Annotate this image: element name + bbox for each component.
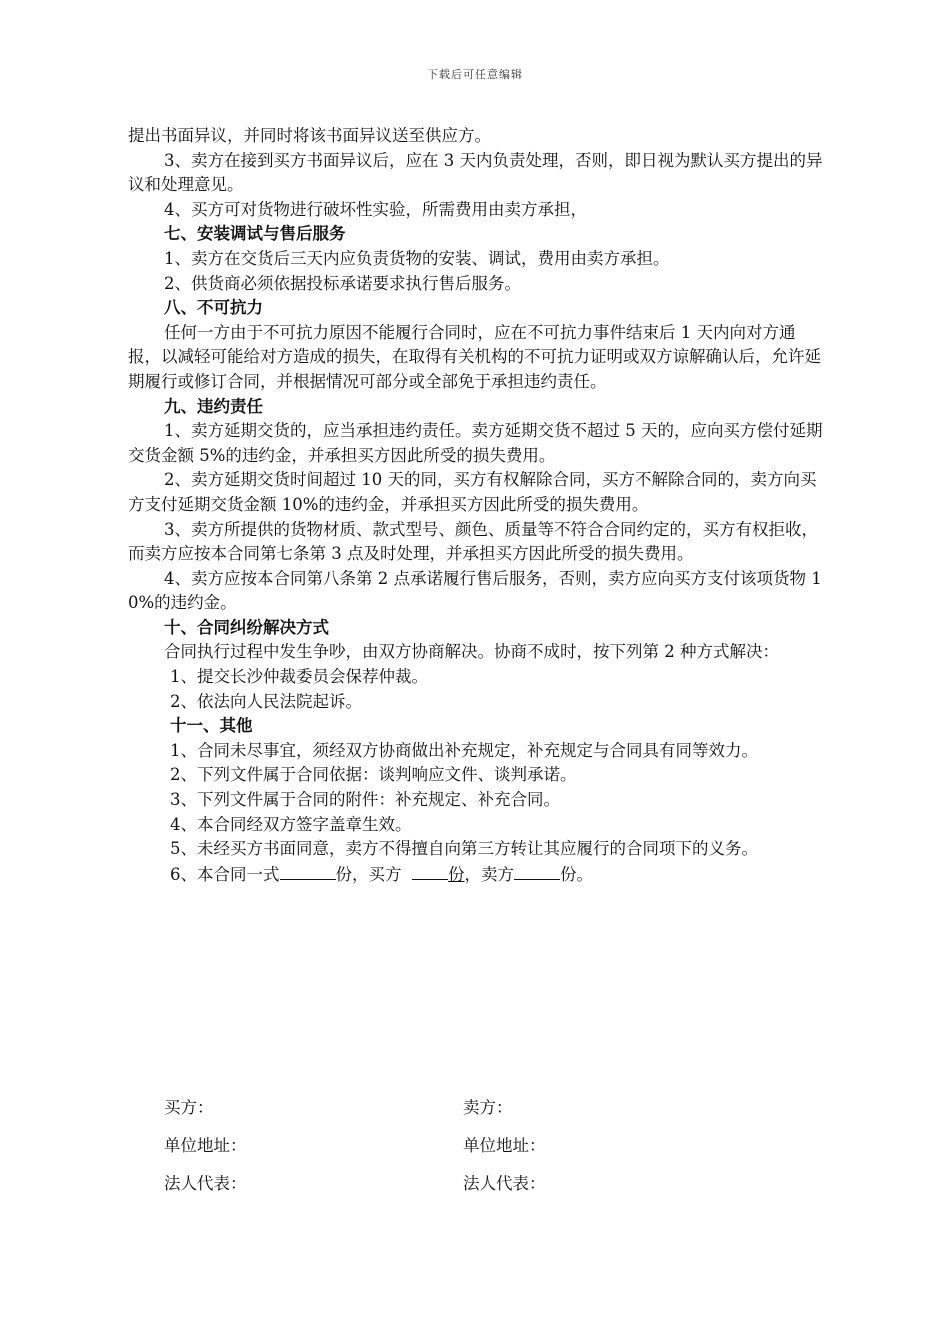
section-heading-8: 八、不可抗力 [164,298,263,318]
copies-text-d: ，卖方 [464,864,514,884]
paragraph: 4、本合同经双方签字盖章生效。 [170,814,412,834]
copies-text-c: 份 [448,864,465,884]
copies-text-a: 6、本合同一式 [170,864,280,884]
paragraph: 2、下列文件属于合同依据：谈判响应文件、谈判承诺。 [170,765,577,785]
seller-label: 卖方： [463,1098,513,1117]
paragraph: 任何一方由于不可抗力原因不能履行合同时，应在不可抗力事件结束后 1 天内向对方通报，以减轻可能给对方造成的损失，在取得有关机构的不可抗力证明或双方谅解确认后，允许延期履行或修订合同，并根据情况可部分或全部免于承担违约责任。 [128,322,821,391]
paragraph: 1、合同未尽事宜，须经双方协商做出补充规定，补充规定与合同具有同等效力。 [170,740,758,760]
copies-clause [128,862,828,888]
paragraph: 提出书面异议，并同时将该书面异议送至供应方。 [128,126,491,145]
paragraph: 3、卖方在接到买方书面异议后，应在 3 天内负责处理，否则，即日视为默认买方提出的异议和处理意见。 [128,150,823,195]
seller-copies-blank[interactable] [514,862,560,880]
copies-total-blank[interactable] [280,862,336,880]
paragraph: 2、供货商必须依据投标承诺要求执行售后服务。 [164,273,521,293]
paragraph: 1、提交长沙仲裁委员会保荐仲裁。 [170,667,428,687]
paragraph: 3、卖方所提供的货物材质、款式型号、颜色、质量等不符合合同约定的，买方有权拒收，而卖方应按本合同第七条第 3 点及时处理，并承担买方因此所受的损失费用。 [128,519,818,564]
seller-rep-label: 法人代表： [463,1174,546,1193]
paragraph: 4、卖方应按本合同第八条第 2 点承诺履行售后服务，否则，卖方应向买方支付该项货物 10%的违约金。 [128,568,822,613]
buyer-rep-label: 法人代表： [164,1174,247,1193]
buyer-label: 买方： [164,1098,214,1117]
section-heading-11: 十一、其他 [170,716,253,736]
paragraph: 2、依法向人民法院起诉。 [170,691,362,711]
seller-address-label: 单位地址： [463,1136,546,1155]
copies-text-b: 份，买方 [335,864,402,884]
section-heading-10: 十、合同纠纷解决方式 [164,617,329,637]
paragraph: 合同执行过程中发生争吵，由双方协商解决。协商不成时，按下列第 2 种方式解决： [164,642,779,662]
copies-text-e: 份。 [560,864,593,884]
buyer-copies-blank[interactable] [412,862,448,880]
paragraph: 1、卖方在交货后三天内应负责货物的安装、调试，费用由卖方承担。 [164,248,670,268]
buyer-address-label: 单位地址： [164,1136,247,1155]
section-heading-7: 七、安装调试与售后服务 [164,224,346,244]
section-heading-9: 九、违约责任 [164,396,263,416]
paragraph: 4、买方可对货物进行破坏性实验，所需费用由卖方承担， [164,199,587,219]
paragraph: 2、卖方延期交货时间超过 10 天的同，买方有权解除合同，买方不解除合同的，卖方向买方支付延期交货金额 10%的违约金，并承担买方因此所受的损失费用。 [128,470,817,514]
paragraph: 1、卖方延期交货的，应当承担违约责任。卖方延期交货不超过 5 天的，应向买方偿付延期交货金额 5%的违约金，并承担买方因此所受的损失费用。 [128,421,823,465]
paragraph: 5、未经买方书面同意，卖方不得擅自向第三方转让其应履行的合同项下的义务。 [170,839,758,859]
contract-body [128,124,828,887]
page-header: 下载后可任意编辑 [427,68,523,81]
paragraph: 3、下列文件属于合同的附件：补充规定、补充合同。 [170,790,560,810]
